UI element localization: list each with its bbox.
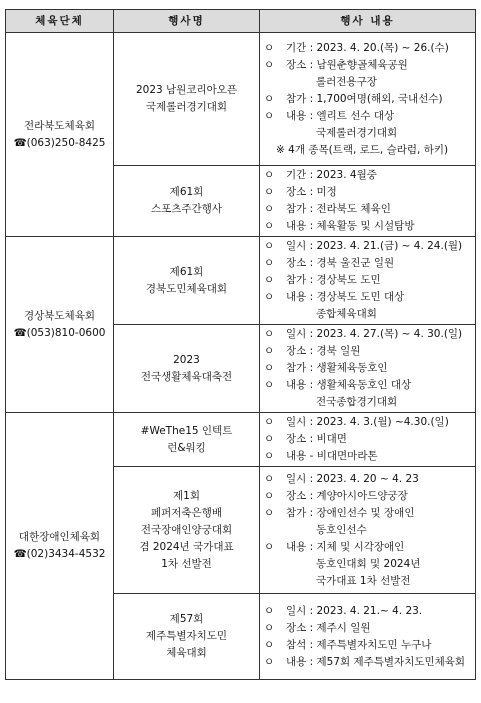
content-line <box>264 74 473 91</box>
content-line <box>264 218 473 235</box>
bullet-icon: ㅇ <box>264 472 275 485</box>
content-line <box>264 448 473 465</box>
content-line <box>264 360 473 377</box>
event-title-line: 제주특별자치도민 <box>145 630 228 642</box>
content-text: 롤러전용구장 <box>316 75 377 88</box>
org-phone: ☎(053)810-0600 <box>13 326 106 339</box>
content-line <box>264 272 473 289</box>
event-title-line: 겸 2024년 국가대표 <box>139 540 234 553</box>
content-line <box>264 289 473 306</box>
event-content <box>260 413 476 467</box>
bullet-icon: ㅇ <box>264 240 275 252</box>
org-name: 경상북도체육회 <box>23 309 95 322</box>
event-title-line: 런&워킹 <box>167 441 206 454</box>
event-title <box>114 33 260 166</box>
content-text: 일시 : 2023. 4. 21.~ 4. 23. <box>286 604 423 617</box>
content-line <box>264 201 473 218</box>
content-text: 기간 : 2023. 4. 20.(목) ~ 26.(수) <box>286 41 449 54</box>
content-text: 일시 : 2023. 4. 20 ~ 4. 23 <box>286 472 419 485</box>
content-line <box>264 255 473 272</box>
content-line <box>264 125 473 142</box>
content-text: 일시 : 2023. 4. 21.(금) ~ 4. 24.(월) <box>286 240 463 252</box>
bullet-icon: ㅇ <box>264 58 275 71</box>
content-text: 국가대표 1차 선발전 <box>316 574 411 587</box>
bullet-icon: ㅇ <box>264 109 275 122</box>
content-text: 내용 : 생활체육동호인 대상 <box>286 379 412 391</box>
content-text: 장소 : 남원춘향골체육공원 <box>286 58 408 71</box>
org-name: 전라북도체육회 <box>23 119 95 132</box>
bullet-icon: ㅇ <box>264 203 275 215</box>
event-title-line: 페퍼저축은행배 <box>150 506 222 519</box>
event-title-line: 2023 남원코리아오픈 <box>135 84 238 96</box>
event-title <box>114 166 260 237</box>
event-title-line: 제61회 <box>169 186 204 198</box>
content-text: 기간 : 2023. 4월중 <box>286 169 377 181</box>
content-text: 동호인선수 <box>316 523 367 536</box>
content-text: 4개 종목(트랙, 로드, 슬라럼, 하키) <box>288 143 449 156</box>
bullet-icon: ㅇ <box>264 433 275 445</box>
content-text: 참석 : 제주특별자치도민 누구나 <box>286 638 432 651</box>
bullet-icon: ㅇ <box>264 621 275 634</box>
events-table <box>5 9 476 680</box>
content-text: 종합체육대회 <box>316 308 377 320</box>
content-line <box>264 431 473 448</box>
table-row <box>6 33 476 166</box>
bullet-icon: ㅇ <box>264 92 275 105</box>
event-content <box>260 325 476 413</box>
event-title <box>114 237 260 325</box>
content-line <box>264 488 473 505</box>
table-row <box>6 237 476 325</box>
event-title <box>114 325 260 413</box>
org-cell <box>6 237 114 413</box>
content-line <box>264 394 473 411</box>
content-line <box>264 603 473 620</box>
content-line <box>264 57 473 74</box>
content-line <box>264 40 473 57</box>
content-text: 내용 : 제57회 제주특별자치도민체육회 <box>286 655 466 668</box>
bullet-icon: ㅇ <box>264 186 275 198</box>
content-text: 국제롤러경기대회 <box>316 126 398 139</box>
content-line <box>264 184 473 201</box>
org-phone: ☎(063)250-8425 <box>13 136 106 149</box>
bullet-icon: ㅇ <box>264 604 275 617</box>
event-content <box>260 166 476 237</box>
event-title-line: 2023 <box>173 353 200 366</box>
content-text: 참가 : 장애인선수 및 장애인 <box>286 506 415 519</box>
content-text: 내용 : 경상북도 도민 대상 <box>286 291 405 303</box>
content-line <box>264 556 473 573</box>
content-text: 장소 : 비대면 <box>286 433 347 445</box>
content-text: 장소 : 미정 <box>286 186 337 198</box>
bullet-icon: ㅇ <box>264 41 275 54</box>
header-row <box>6 10 476 33</box>
event-content <box>260 33 476 166</box>
header-org: 체육단체 <box>6 10 114 33</box>
event-content <box>260 594 476 680</box>
bullet-icon: ㅇ <box>264 506 275 519</box>
event-title-line: 제57회 <box>169 613 204 625</box>
content-text: 장소 : 계양아시아드양궁장 <box>286 489 408 502</box>
bullet-icon: ㅇ <box>264 257 275 269</box>
content-text: 참가 : 경상북도 도민 <box>286 274 381 286</box>
org-phone: ☎(02)3434-4532 <box>13 548 106 560</box>
bullet-icon: ㅇ <box>264 416 275 428</box>
content-line <box>264 326 473 343</box>
bullet-icon: ㅇ <box>264 169 275 181</box>
content-text: 일시 : 2023. 4. 3.(월) ~4.30.(일) <box>286 416 449 428</box>
content-text: 내용 - 비대면마라톤 <box>286 450 378 462</box>
content-line <box>264 620 473 637</box>
content-line <box>264 238 473 255</box>
org-cell <box>6 33 114 237</box>
content-line <box>264 91 473 108</box>
content-text: 참가 : 전라북도 체육인 <box>286 203 391 215</box>
bullet-icon: ㅇ <box>264 220 275 232</box>
content-line <box>264 539 473 556</box>
content-text: 장소 : 경북 일원 <box>286 345 361 357</box>
bullet-icon: ㅇ <box>264 362 275 374</box>
content-line <box>264 654 473 671</box>
event-content <box>260 467 476 594</box>
content-line <box>264 414 473 431</box>
content-text: 장소 : 경북 울진군 일원 <box>286 257 395 269</box>
header-content: 행사 내용 <box>260 10 476 33</box>
bullet-icon: ㅇ <box>264 450 275 462</box>
bullet-icon: ㅇ <box>264 638 275 651</box>
bullet-icon: ㅇ <box>264 274 275 286</box>
content-text: 장소 : 제주시 일원 <box>286 621 371 634</box>
content-line <box>264 343 473 360</box>
event-title-line: 경북도민체육대회 <box>145 282 228 295</box>
bullet-icon: ㅇ <box>264 328 275 340</box>
content-text: 참가 : 1,700여명(해외, 국내선수) <box>286 92 443 105</box>
content-text: 전국종합경기대회 <box>316 396 398 408</box>
org-name: 대한장애인체육회 <box>18 531 101 543</box>
content-text: 동호인대회 및 2024년 <box>316 557 421 570</box>
bullet-icon: ㅇ <box>264 655 275 668</box>
content-text: 참가 : 생활체육동호인 <box>286 362 388 374</box>
bullet-icon: ㅇ <box>264 489 275 502</box>
event-title-line: #WeThe15 인텍트 <box>140 424 233 437</box>
content-line <box>264 167 473 184</box>
content-line <box>264 142 473 159</box>
content-line <box>264 471 473 488</box>
event-title-line: 1차 선발전 <box>161 557 212 570</box>
event-title-line: 스포츠주간행사 <box>150 203 222 215</box>
table-row <box>6 413 476 467</box>
content-line <box>264 108 473 125</box>
content-line <box>264 306 473 323</box>
event-title-line: 국제롤러경기대회 <box>145 101 228 113</box>
content-line <box>264 377 473 394</box>
bullet-icon: ㅇ <box>264 291 275 303</box>
event-title-line: 전국장애인양궁대회 <box>140 523 233 536</box>
org-cell <box>6 413 114 680</box>
event-title-line: 제61회 <box>169 265 204 278</box>
bullet-icon: ㅇ <box>264 540 275 553</box>
header-event: 행사명 <box>114 10 260 33</box>
content-line <box>264 573 473 590</box>
event-title <box>114 413 260 467</box>
event-title <box>114 594 260 680</box>
bullet-icon: ㅇ <box>264 345 275 357</box>
content-text: 일시 : 2023. 4. 27.(목) ~ 4. 30.(일) <box>286 328 463 340</box>
events-body <box>6 33 476 680</box>
event-title-line: 전국생활체육대축전 <box>140 370 233 383</box>
content-text: 내용 : 체육활동 및 시설탐방 <box>286 220 415 232</box>
note-mark-icon: ※ <box>276 143 289 156</box>
event-content <box>260 237 476 325</box>
content-text: 내용 : 지체 및 시각장애인 <box>286 540 405 553</box>
event-title-line: 제1회 <box>173 489 200 502</box>
event-title-line: 체육대회 <box>166 647 207 659</box>
content-line <box>264 637 473 654</box>
event-title <box>114 467 260 594</box>
content-line <box>264 505 473 522</box>
content-line <box>264 522 473 539</box>
bullet-icon: ㅇ <box>264 379 275 391</box>
content-text: 내용 : 엘리트 선수 대상 <box>286 109 395 122</box>
